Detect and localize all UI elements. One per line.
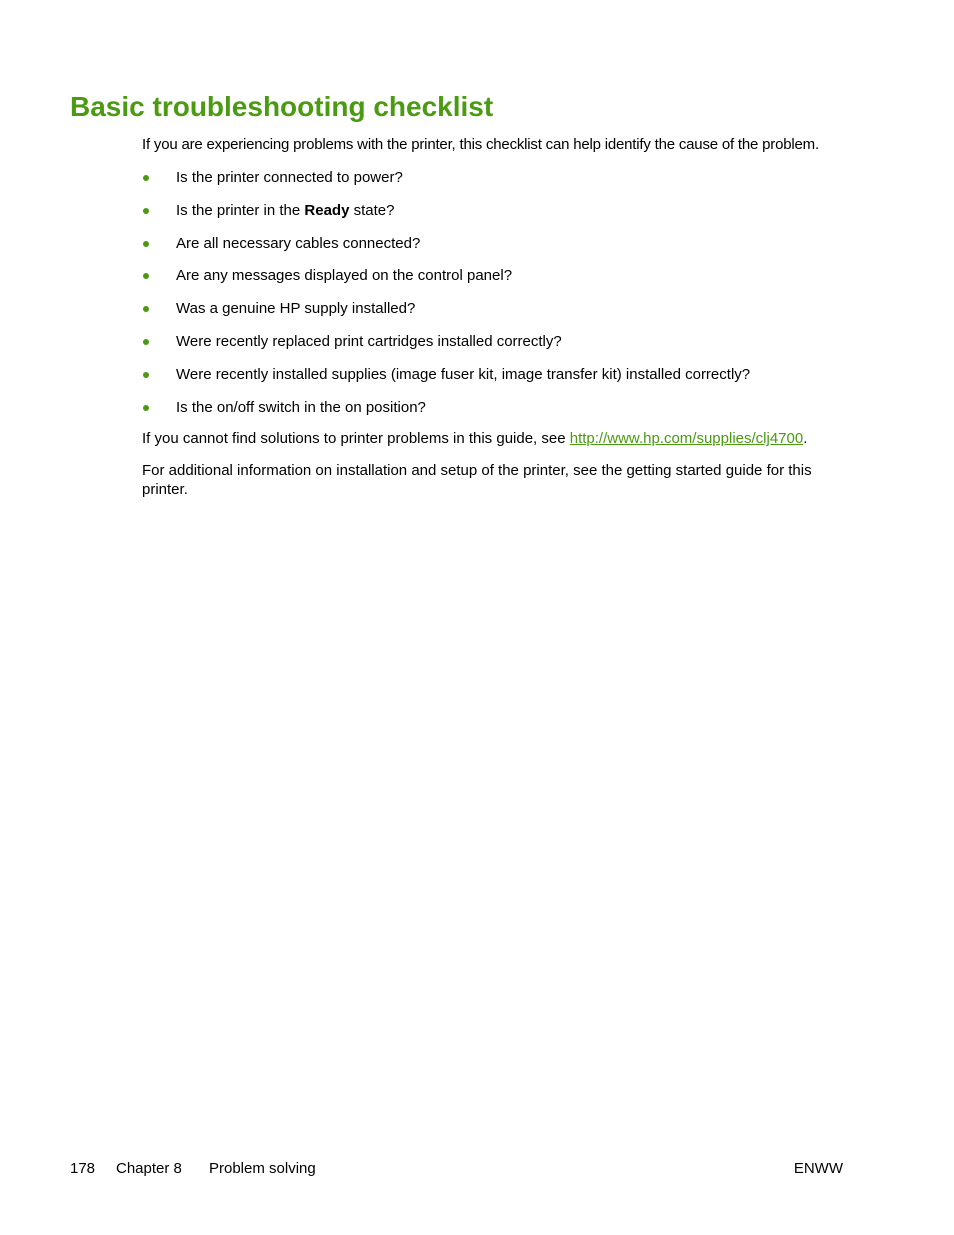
supplies-link[interactable]: http://www.hp.com/supplies/clj4700: [569, 430, 804, 448]
checklist-item-text: Are all necessary cables connected?: [176, 234, 421, 252]
checklist-item-text-post: state?: [349, 201, 395, 219]
page-number: 178: [70, 1160, 96, 1177]
bullet-icon: [143, 208, 149, 214]
main-content: [142, 135, 854, 512]
checklist-item: [142, 168, 854, 187]
additional-info-paragraph: For additional information on installation and setup of the printer, see the getting started guide for this printer.: [142, 462, 812, 499]
checklist-item-text: Were recently replaced print cartridges installed correctly?: [176, 332, 562, 350]
checklist-item: [142, 332, 854, 351]
intro-paragraph: If you are experiencing problems with the printer, this checklist can help identify the cause of the problem.: [142, 136, 819, 153]
checklist-item: [142, 266, 854, 285]
bullet-icon: [143, 241, 149, 247]
bullet-icon: [143, 306, 149, 312]
checklist-item-text: Is the printer connected to power?: [176, 169, 403, 186]
ready-state-term: Ready: [304, 201, 350, 219]
chapter-label: Chapter 8: [116, 1160, 182, 1177]
checklist-item-text: Are any messages displayed on the control panel?: [176, 267, 513, 285]
checklist-item-text: Was a genuine HP supply installed?: [176, 300, 416, 318]
checklist-item: [142, 398, 854, 417]
bullet-icon: [143, 273, 149, 279]
checklist-item-text: Were recently installed supplies (image fuser kit, image transfer kit) installed correctly?: [176, 365, 751, 383]
solutions-text: If you cannot find solutions to printer problems in this guide, see: [142, 430, 570, 448]
checklist-item-text: Is the on/off switch in the on position?: [176, 398, 426, 416]
section-label: Problem solving: [209, 1160, 316, 1177]
bullet-icon: [143, 405, 149, 411]
page-title: Basic troubleshooting checklist: [70, 91, 494, 122]
troubleshooting-checklist: [142, 168, 854, 417]
bullet-icon: [143, 372, 149, 378]
checklist-item: [142, 299, 854, 318]
solutions-text-end: .: [803, 430, 808, 448]
locale-code: ENWW: [793, 1160, 843, 1177]
bullet-icon: [143, 175, 149, 181]
solutions-paragraph: [142, 429, 854, 448]
checklist-item: [142, 201, 854, 220]
checklist-item: [142, 234, 854, 253]
checklist-item: [142, 365, 854, 384]
bullet-icon: [143, 339, 149, 345]
checklist-item-text-pre: Is the printer in the: [176, 201, 305, 219]
